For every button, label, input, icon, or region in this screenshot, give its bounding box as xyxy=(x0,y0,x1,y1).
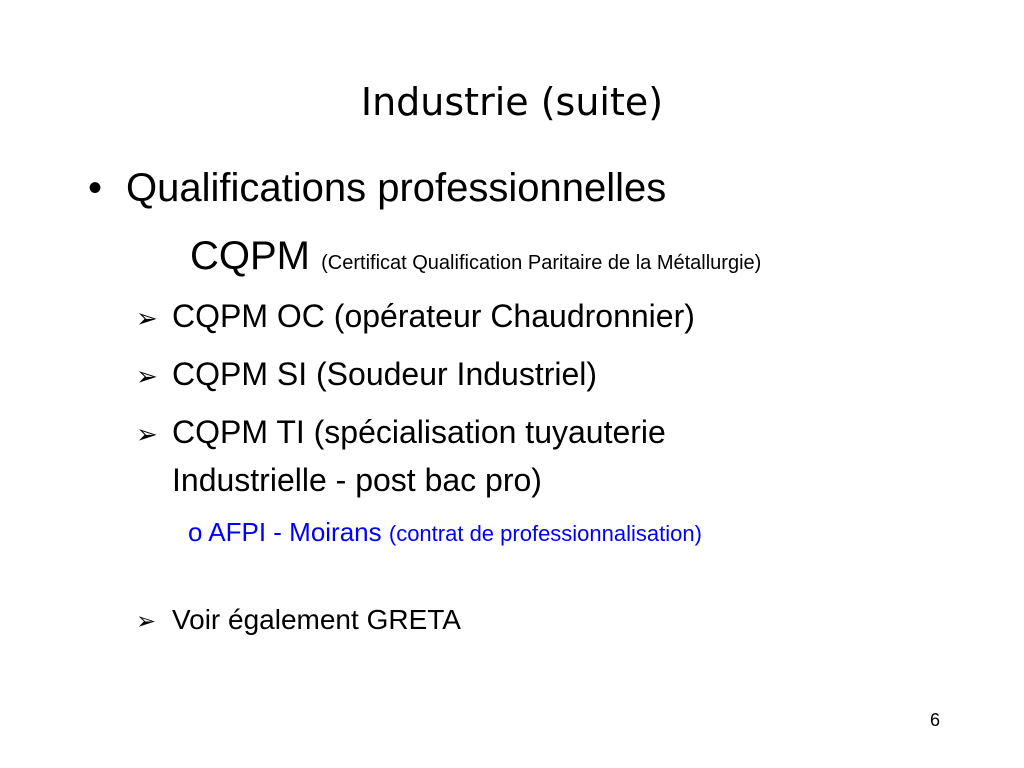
cqpm-description: (Certificat Qualification Paritaire de la Métallurgie) xyxy=(321,252,762,274)
sub-item-si xyxy=(136,350,597,401)
afpi-label: AFPI - Moirans xyxy=(208,517,382,547)
sub-item-text: CQPM TI (spécialisation tuyauterie xyxy=(172,414,666,450)
see-also-text: Voir également GRETA xyxy=(172,604,461,635)
main-bullet-text: Qualifications professionnelles xyxy=(126,166,667,210)
arrow-bullet-icon: ➢ xyxy=(136,362,158,392)
afpi-detail: (contrat de professionnalisation) xyxy=(388,521,702,546)
cqpm-label: CQPM xyxy=(190,234,310,278)
sub-item-ti xyxy=(136,408,666,459)
slide-title: Industrie (suite) xyxy=(360,80,664,124)
sub-item-ti-continued xyxy=(172,456,542,504)
afpi-bullet: o xyxy=(188,517,203,547)
afpi-item xyxy=(188,512,702,554)
arrow-bullet-icon: ➢ xyxy=(136,420,158,450)
sub-item-text: CQPM OC (opérateur Chaudronnier) xyxy=(172,298,695,334)
sub-item-text: Industrielle - post bac pro) xyxy=(172,462,542,498)
see-also-item xyxy=(136,600,461,641)
sub-item-text: CQPM SI (Soudeur Industriel) xyxy=(172,356,598,392)
cqpm-line xyxy=(190,228,761,291)
page-number: 6 xyxy=(929,710,940,730)
arrow-bullet-icon: ➢ xyxy=(136,607,157,635)
arrow-bullet-icon: ➢ xyxy=(136,304,158,334)
main-bullet-item xyxy=(88,160,666,216)
sub-item-oc xyxy=(136,292,695,343)
bullet-dot-icon: • xyxy=(88,166,103,210)
